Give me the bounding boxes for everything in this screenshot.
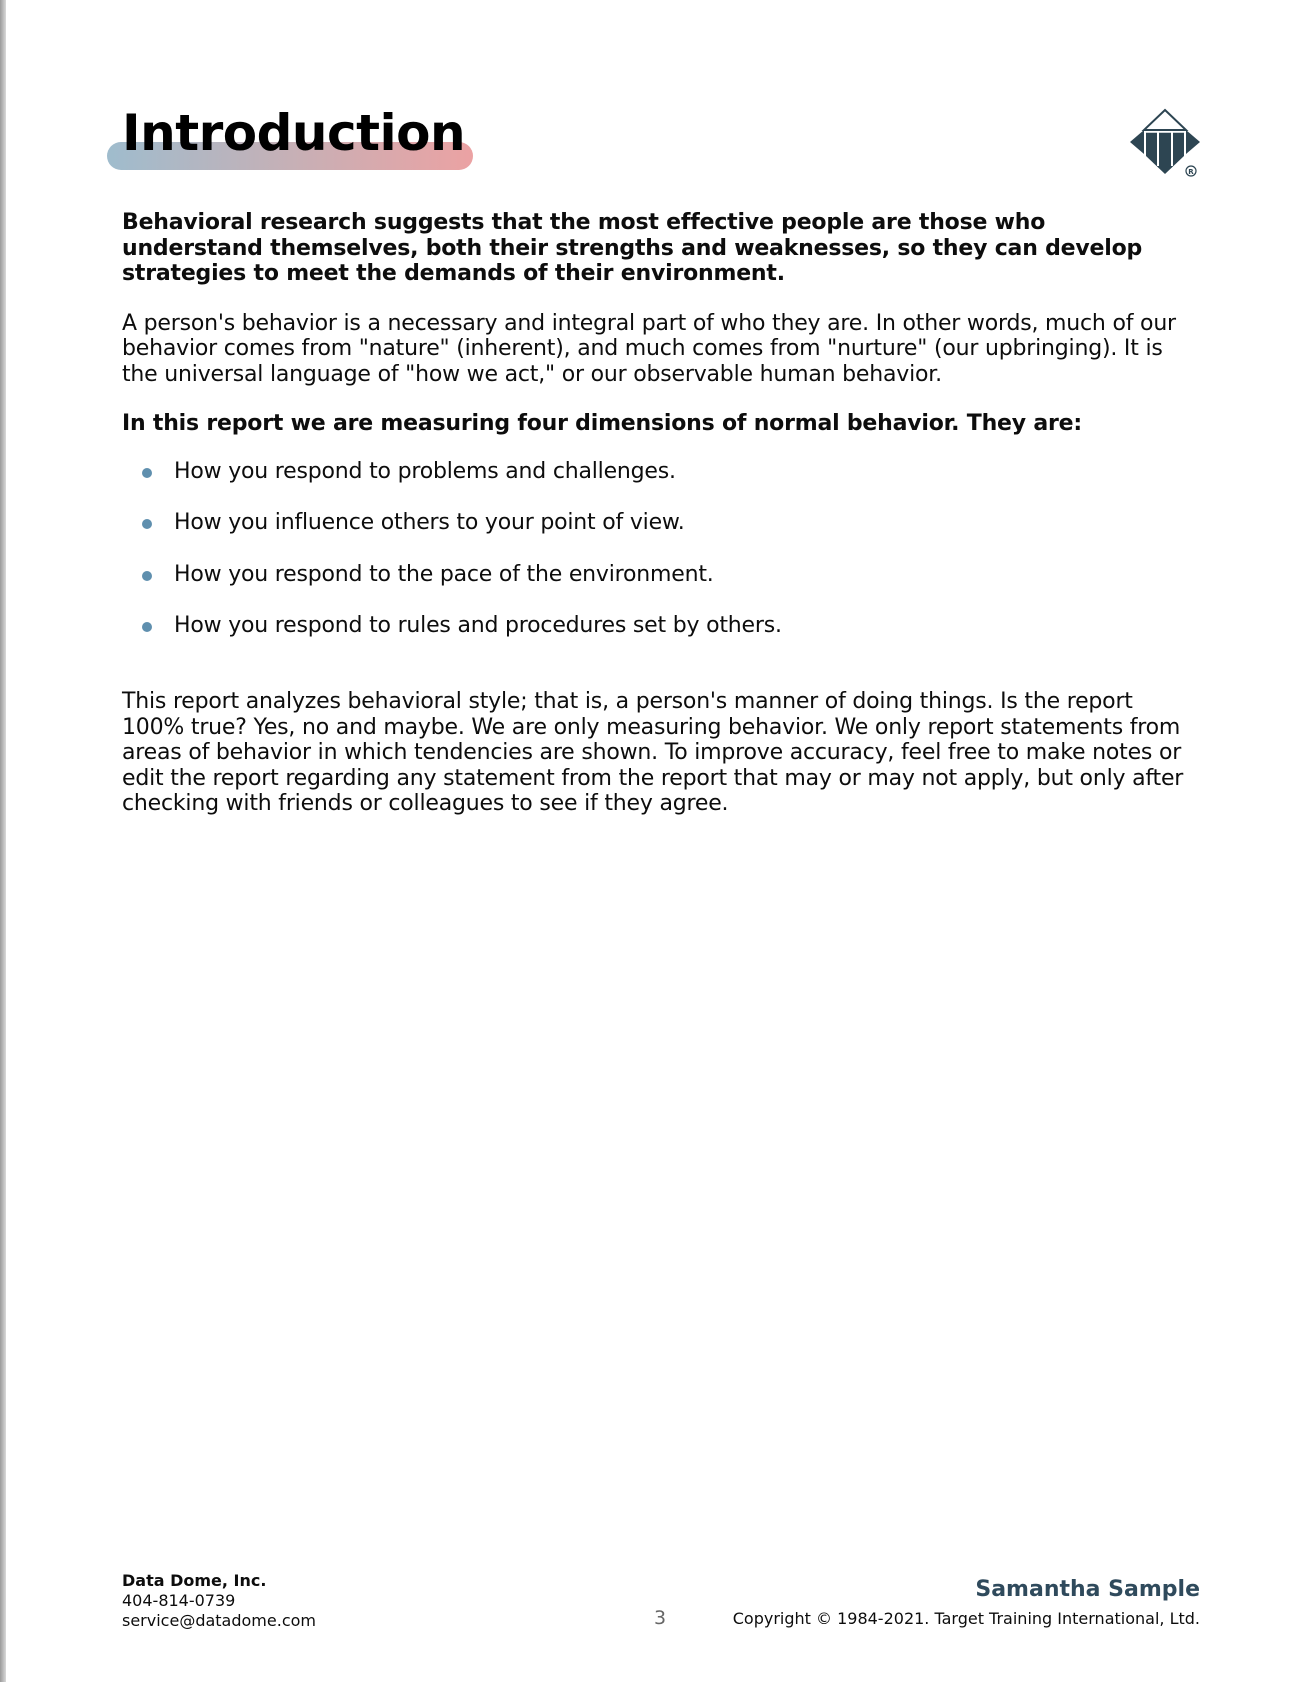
bullet-dot-icon: [142, 519, 152, 529]
list-item: [122, 613, 1192, 639]
footer-person-name: Samantha Sample: [975, 1577, 1200, 1602]
lead-paragraph: Behavioral research suggests that the most effective people are those who understand themselves, both their strengths and weaknesses, so they can develop strategies to meet the demands of their environment.: [122, 210, 1143, 286]
dimensions-heading: In this report we are measuring four dimensions of normal behavior. They are:: [122, 411, 1082, 436]
title-block: [107, 100, 477, 172]
footer-email: service@datadome.com: [122, 1611, 316, 1630]
list-item-text: How you respond to problems and challenges.: [174, 458, 676, 484]
list-item-text: How you respond to rules and procedures set by others.: [174, 613, 782, 638]
footer-attribution: [733, 1576, 1200, 1630]
intro-paragraph: A person's behavior is a necessary and integral part of who they are. In other words, much of our behavior comes from "nature" (inherent), and much comes from "nurture" (our upbringing). It is the universal language of "how we act," or our observable human behavior.: [122, 310, 1176, 387]
footer-copyright: Copyright © 1984-2021. Target Training International, Ltd.: [732, 1609, 1200, 1628]
dimensions-list: [122, 459, 1192, 640]
footer-company-name: Data Dome, Inc.: [122, 1571, 267, 1590]
footer-phone: 404-814-0739: [122, 1591, 236, 1610]
bullet-dot-icon: [142, 622, 152, 632]
main-content: [122, 210, 1192, 841]
bullet-dot-icon: [142, 571, 152, 581]
page-title: Introduction: [122, 104, 466, 162]
page-number: 3: [653, 1607, 667, 1629]
list-item: [122, 510, 1192, 536]
list-item: [122, 459, 1192, 485]
analysis-paragraph: This report analyzes behavioral style; that is, a person's manner of doing things. Is the report 100% true? Yes, no and maybe. We are only measuring behavior. We only report statements from areas of behavior in which tendencies are shown. To improve accuracy, feel free to make notes or edit the report regarding any statement from the report that may or may not apply, but only after checking with friends or colleagues to see if they agree.: [122, 689, 1184, 816]
list-item: [122, 562, 1192, 588]
pyramid-logo-icon: [1128, 108, 1202, 182]
footer-contact: [122, 1571, 316, 1631]
list-item-text: How you influence others to your point of view.: [174, 510, 685, 535]
svg-text:R: R: [1188, 168, 1194, 176]
list-item-text: How you respond to the pace of the environment.: [174, 561, 714, 587]
bullet-dot-icon: [142, 468, 152, 478]
